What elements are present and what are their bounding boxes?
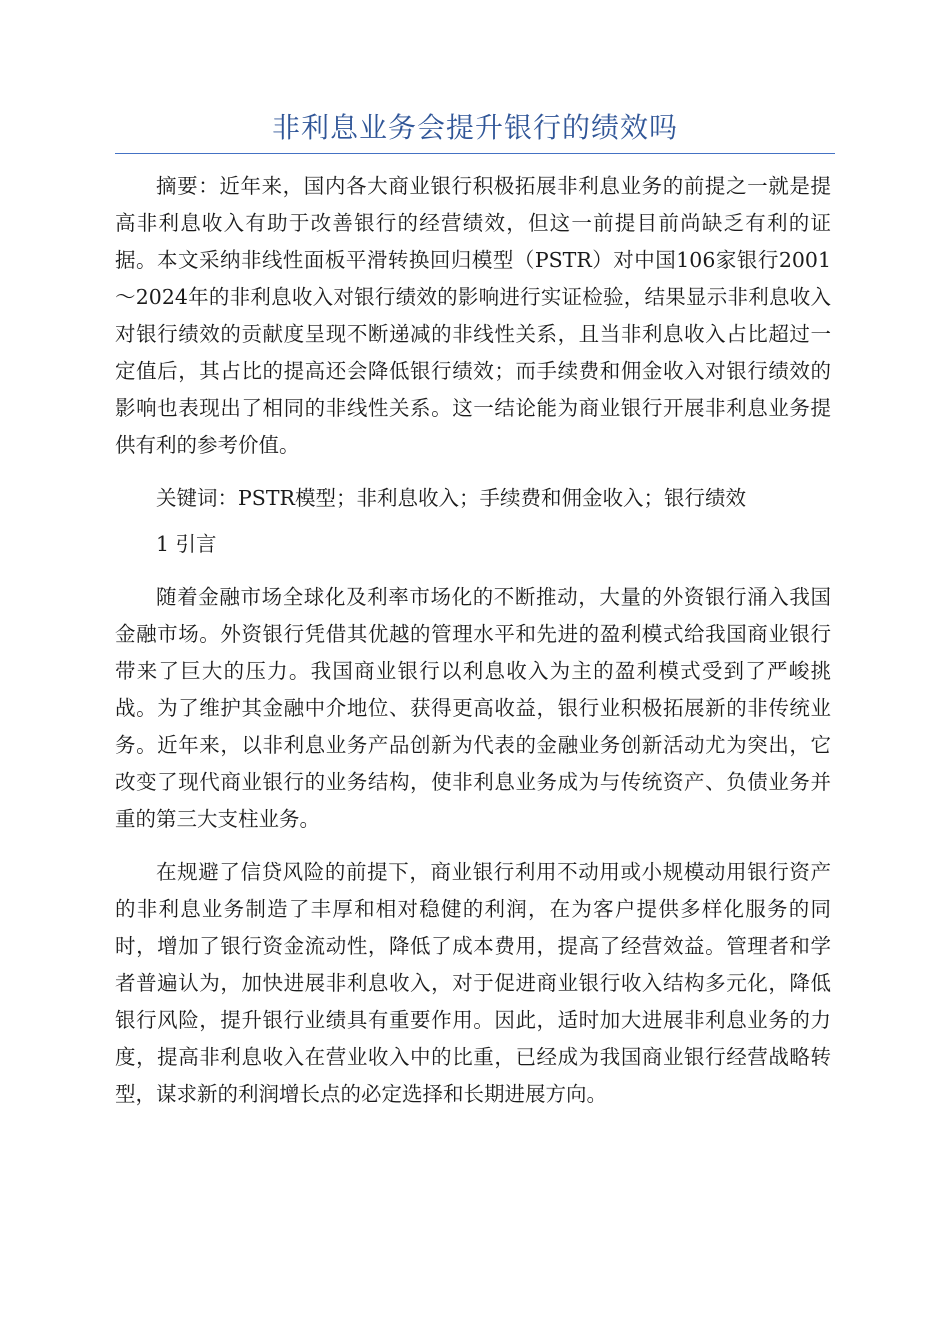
document-body [115, 168, 831, 1129]
body-paragraph-2: 在规避了信贷风险的前提下，商业银行利用不动用或小规模动用银行资产的非利息业务制造了丰厚和相对稳健的利润，在为客户提供多样化服务的同时，增加了银行资金流动性，降低了成本费用，提高了经营效益。管理者和学者普遍认为，加快进展非利息收入，对于促进商业银行收入结构多元化，降低银行风险，提升银行业绩具有重要作用。因此，适时加大进展非利息业务的力度，提高非利息收入在营业收入中的比重，已经成为我国商业银行经营战略转型，谋求新的利润增长点的必定选择和长期进展方向。 [115, 860, 831, 1106]
document-title: 非利息业务会提升银行的绩效吗 [271, 111, 678, 144]
abstract-paragraph: 摘要：近年来，国内各大商业银行积极拓展非利息业务的前提之一就是提高非利息收入有助于改善银行的经营绩效，但这一前提目前尚缺乏有利的证据。本文采纳非线性面板平滑转换回归模型（PSTR）对中国106家银行2001～2024年的非利息收入对银行绩效的影响进行实证检验，结果显示非利息收入对银行绩效的贡献度呈现不断递减的非线性关系，且当非利息收入占比超过一定值后，其占比的提高还会降低银行绩效；而手续费和佣金收入对银行绩效的影响也表现出了相同的非线性关系。这一结论能为商业银行开展非利息业务提供有利的参考价值。 [115, 174, 831, 457]
title-underline [115, 153, 835, 154]
section-heading: 1 引言 [156, 532, 217, 556]
body-paragraph-1: 随着金融市场全球化及利率市场化的不断推动，大量的外资银行涌入我国金融市场。外资银行凭借其优越的管理水平和先进的盈利模式给我国商业银行带来了巨大的压力。我国商业银行以利息收入为主的盈利模式受到了严峻挑战。为了维护其金融中介地位、获得更高收益，银行业积极拓展新的非传统业务。近年来，以非利息业务产品创新为代表的金融业务创新活动尤为突出，它改变了现代商业银行的业务结构，使非利息业务成为与传统资产、负债业务并重的第三大支柱业务。 [115, 585, 831, 831]
keywords-line: 关键词：PSTR模型；非利息收入；手续费和佣金收入；银行绩效 [156, 486, 746, 510]
